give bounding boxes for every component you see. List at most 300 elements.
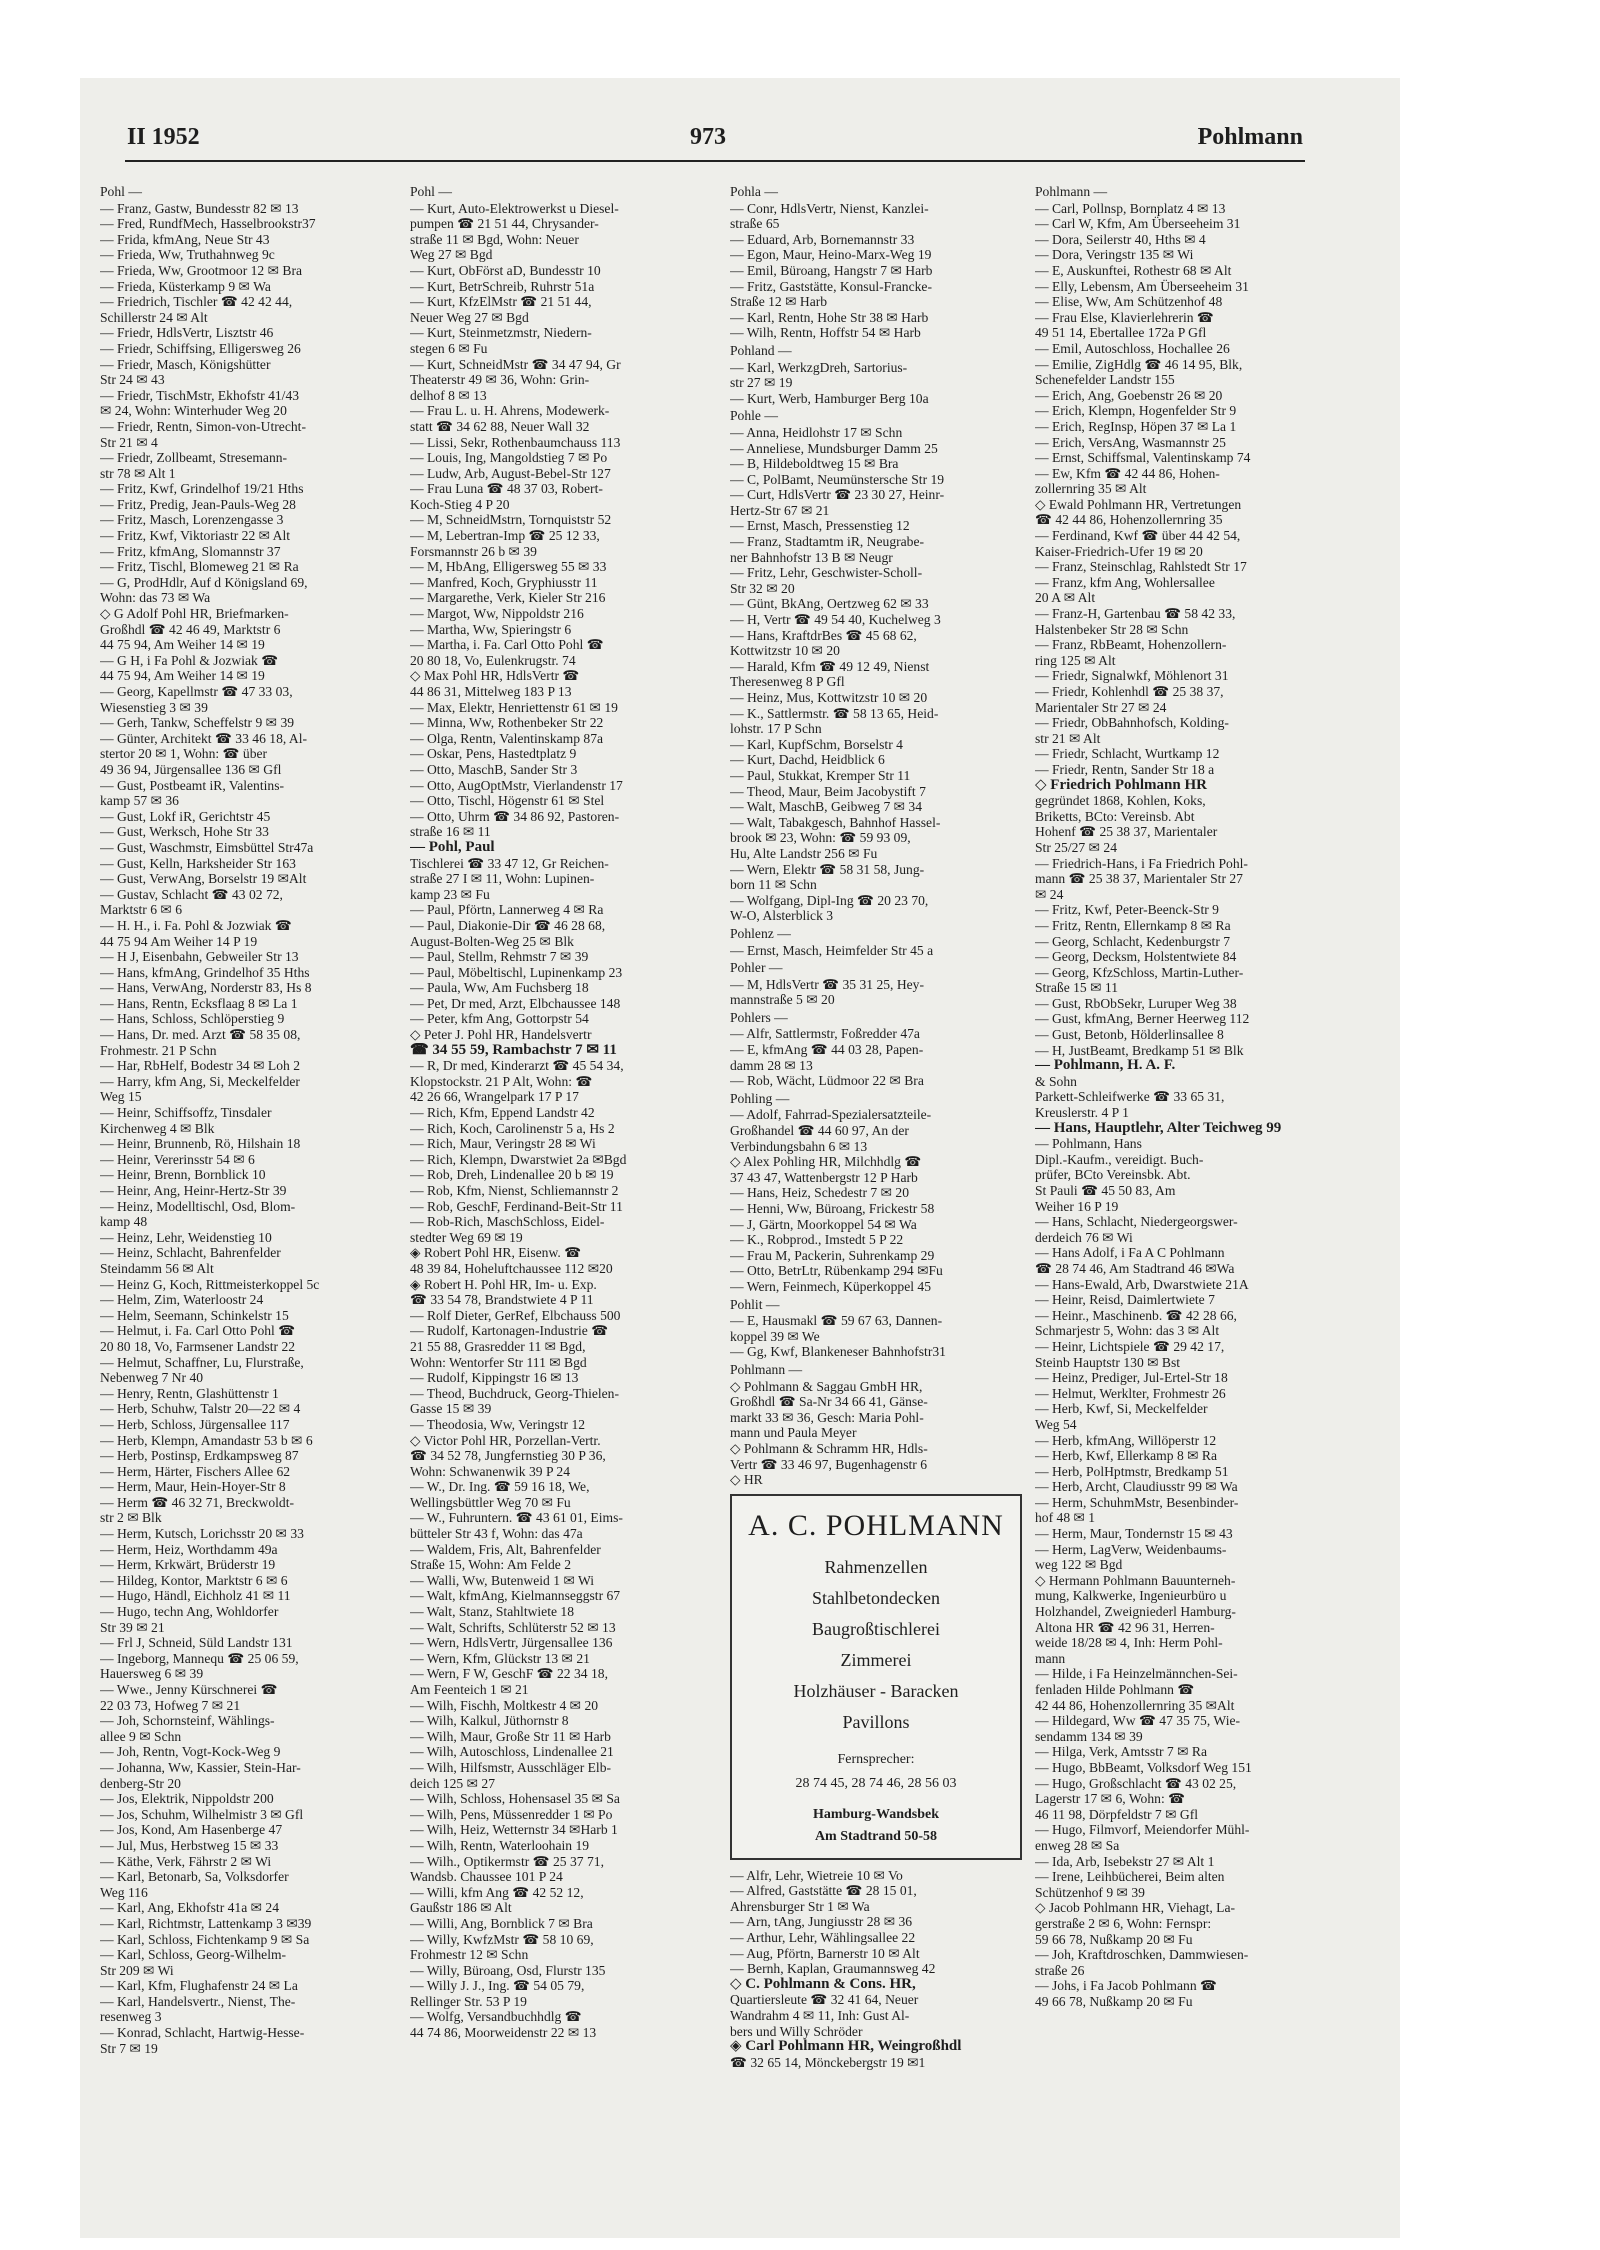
column-3 (730, 182, 1022, 2202)
directory-entry: — M, Lebertran-Imp ☎ 25 12 33, (410, 528, 600, 544)
directory-entry: Hu, Alte Landstr 256 ✉ Fu (730, 845, 878, 861)
directory-entry: str 21 ✉ Alt (1035, 730, 1101, 746)
ad-title: A. C. POHLMANN (748, 1508, 1004, 1542)
directory-entry: 48 39 84, Hoheluftchaussee 112 ✉20 (410, 1260, 613, 1276)
directory-entry: ☎ 34 52 78, Jungfernstieg 30 P 36, (410, 1448, 606, 1464)
directory-entry: — Emil, Autoschloss, Hochallee 26 (1035, 340, 1230, 356)
directory-entry: — Hans, VerwAng, Norderstr 83, Hs 8 (100, 980, 312, 996)
directory-entry: August-Bolten-Weg 25 ✉ Blk (410, 933, 574, 949)
directory-entry: & Sohn (1035, 1073, 1077, 1089)
directory-entry: — Hilde, i Fa Heinzelmännchen-Sei- (1035, 1666, 1238, 1682)
directory-entry: statt ☎ 34 62 88, Neuer Wall 32 (410, 418, 590, 434)
directory-entry: ner Bahnhofstr 13 B ✉ Neugr (730, 549, 893, 565)
directory-entry: — Wern, F W, GeschF ☎ 22 34 18, (410, 1666, 608, 1682)
directory-entry: — Harald, Kfm ☎ 49 12 49, Nienst (730, 658, 930, 674)
directory-entry: — K., Robprod., Imstedt 5 P 22 (730, 1232, 904, 1248)
directory-entry: — Rich, Maur, Veringstr 28 ✉ Wi (410, 1136, 596, 1152)
directory-entry: — H J, Eisenbahn, Gebweiler Str 13 (100, 949, 299, 965)
directory-entry: — Jos, Kond, Am Hasenberge 47 (100, 1822, 283, 1838)
directory-entry: — Paul, Diakonie-Dir ☎ 46 28 68, (410, 917, 606, 933)
directory-entry: — Friedr, Signalwkf, Möhlenort 31 (1035, 668, 1229, 684)
directory-entry: — Wilh, Rentn, Hoffstr 54 ✉ Harb (730, 325, 921, 341)
directory-entry: — Lissi, Sekr, Rothenbaumchauss 113 (410, 434, 621, 450)
directory-entry: — Heinr, Ang, Heinr-Hertz-Str 39 (100, 1183, 287, 1198)
directory-entry: — Konrad, Schlacht, Hartwig-Hesse- (100, 2025, 305, 2041)
directory-entry: — J, Gärtn, Moorkoppel 54 ✉ Wa (730, 1216, 917, 1232)
directory-entry: Frohmestr. 21 P Schn (100, 1042, 217, 1058)
directory-entry: — Wern, Elektr ☎ 58 31 58, Jung- (730, 861, 925, 877)
directory-entry: — Hans, Dr. med. Arzt ☎ 58 35 08, (100, 1027, 301, 1043)
directory-entry: — Hans, Schloss, Schlöperstieg 9 (100, 1011, 285, 1027)
directory-entry: Hohenf ☎ 25 38 37, Marientaler (1035, 824, 1218, 840)
directory-entry: — Gust, Waschmstr, Eimsbüttel Str47a (100, 839, 314, 855)
directory-entry: 44 86 31, Mittelweg 183 P 13 (410, 684, 572, 699)
directory-entry: 42 44 86, Hohenzollernring 35 ✉Alt (1035, 1697, 1235, 1713)
directory-entry: Wohn: Wentorfer Str 111 ✉ Bgd (410, 1354, 587, 1370)
directory-entry: Theaterstr 49 ✉ 36, Wohn: Grin- (410, 372, 590, 388)
directory-entry: stegen 6 ✉ Fu (410, 340, 488, 356)
directory-entry: — Peter, kfm Ang, Gottorpstr 54 (410, 1011, 589, 1027)
directory-entry: — Frl J, Schneid, Süld Landstr 131 (100, 1635, 293, 1651)
directory-entry: Nebenweg 7 Nr 40 (100, 1370, 204, 1386)
directory-entry: — Frieda, Ww, Grootmoor 12 ✉ Bra (100, 262, 303, 278)
directory-entry: — Helm, Zim, Waterloostr 24 (100, 1292, 264, 1308)
directory-entry: Koch-Stieg 4 P 20 (410, 496, 510, 512)
directory-entry: — Friedr, Rentn, Simon-von-Utrecht- (100, 418, 306, 434)
directory-entry: — Friedr, ObBahnhofsch, Kolding- (1035, 715, 1229, 731)
directory-entry: — Herm, Härter, Fischers Allee 62 (100, 1463, 291, 1479)
directory-entry: — Karl, Ang, Ekhofstr 41a ✉ 24 (100, 1900, 280, 1916)
directory-entry: ◈ Robert H. Pohl HR, Im- u. Exp. (410, 1276, 597, 1292)
directory-entry: — Paul, Möbeltischl, Lupinenkamp 23 (410, 964, 623, 980)
directory-entry: prüfer, BCto Vereinsbk. Abt. (1035, 1167, 1191, 1183)
directory-entry: Straße 12 ✉ Harb (730, 294, 828, 310)
directory-entry: — Gerh, Tankw, Scheffelstr 9 ✉ 39 (100, 715, 295, 731)
directory-entry: — W., Fuhruntern. ☎ 43 61 01, Eims- (410, 1510, 623, 1526)
directory-entry: — Gust, Betonb, Hölderlinsallee 8 (1035, 1027, 1224, 1043)
directory-entry: — Georg, Kapellmstr ☎ 47 33 03, (100, 684, 293, 699)
directory-entry: ◇ HR (730, 1472, 763, 1488)
directory-entry: — Friedr, Zollbeamt, Stresemann- (100, 450, 288, 466)
directory-entry: — Ew, Kfm ☎ 42 44 86, Hohen- (1035, 465, 1220, 481)
directory-entry: Wandrahm 4 ✉ 11, Inh: Gust Al- (730, 2008, 910, 2024)
directory-entry: 22 03 73, Hofweg 7 ✉ 21 (100, 1697, 241, 1713)
directory-entry: — Hildegard, Ww ☎ 47 35 75, Wie- (1035, 1713, 1241, 1729)
directory-entry: — Carl W, Kfm, Am Überseeheim 31 (1035, 216, 1241, 232)
directory-entry: Pohlmann — (1035, 184, 1108, 199)
directory-entry: brook ✉ 23, Wohn: ☎ 59 93 09, (730, 830, 911, 846)
directory-entry: — Otto, Uhrm ☎ 34 86 92, Pastoren- (410, 808, 620, 824)
directory-entry: — Franz, Gastw, Bundesstr 82 ✉ 13 (100, 200, 299, 216)
directory-entry: — Theod, Maur, Beim Jacobystift 7 (730, 783, 926, 799)
directory-entry: — Wolfgang, Dipl-Ing ☎ 20 23 70, (730, 892, 929, 908)
directory-entry: — Herm ☎ 46 32 71, Breckwoldt- (100, 1494, 294, 1510)
directory-entry: ☎ 33 54 78, Brandstwiete 4 P 11 (410, 1292, 594, 1308)
ad-phone-label: Fernsprecher: (837, 1751, 915, 1767)
directory-entry: — Margot, Ww, Nippoldstr 216 (410, 606, 584, 622)
directory-entry: ◇ Ewald Pohlmann HR, Vertretungen (1035, 496, 1242, 512)
directory-entry: — Pohl, Paul (410, 839, 495, 855)
directory-entry: — Hans, KraftdrBes ☎ 45 68 62, (730, 627, 917, 643)
directory-entry: — Karl, Schloss, Georg-Wilhelm- (100, 1947, 287, 1963)
directory-entry: — R, Dr med, Kinderarzt ☎ 45 54 34, (410, 1058, 624, 1074)
directory-entry: ◇ Pohlmann & Schramm HR, Hdls- (730, 1440, 928, 1456)
directory-entry: — Conr, HdlsVertr, Nienst, Kanzlei- (730, 200, 929, 216)
directory-entry: — Gg, Kwf, Blankeneser Bahnhofstr31 (730, 1344, 946, 1360)
directory-entry: — Ernst, Masch, Pressenstieg 12 (730, 518, 910, 534)
directory-entry: — Friedrich, Tischler ☎ 42 42 44, (100, 294, 293, 310)
directory-entry: 59 66 78, Nußkamp 20 ✉ Fu (1035, 1931, 1193, 1947)
directory-entry: Pohlers — (730, 1009, 788, 1025)
directory-entry: — Günter, Architekt ☎ 33 46 18, Al- (100, 730, 308, 746)
directory-entry: — Jul, Mus, Herbstweg 15 ✉ 33 (100, 1837, 279, 1853)
directory-entry: Str 209 ✉ Wi (100, 1962, 174, 1978)
directory-entry: ◇ Max Pohl HR, HdlsVertr ☎ (410, 668, 580, 684)
directory-entry: — Wilh, Kalkul, Jüthornstr 8 (410, 1713, 569, 1729)
directory-entry: — Louis, Ing, Mangoldstieg 7 ✉ Po (410, 450, 608, 466)
directory-entry: — Willy, KwfzMstr ☎ 58 10 69, (410, 1931, 594, 1947)
directory-entry: — Hildeg, Kontor, Marktstr 6 ✉ 6 (100, 1572, 288, 1588)
directory-entry: — Kurt, Werb, Hamburger Berg 10a (730, 390, 929, 406)
directory-entry: koppel 39 ✉ We (730, 1328, 820, 1344)
directory-entry: — Adolf, Fahrrad-Spezialersatzteile- (730, 1107, 932, 1123)
directory-entry: — Heinz, Lehr, Weidenstieg 10 (100, 1229, 272, 1245)
directory-entry: — Theodosia, Ww, Veringstr 12 (410, 1416, 586, 1432)
directory-entry: — Harry, kfm Ang, Si, Meckelfelder (100, 1073, 300, 1089)
directory-entry: Pohle — (730, 408, 778, 424)
directory-entry: Vertr ☎ 33 46 97, Bugenhagenstr 6 (730, 1456, 928, 1472)
ad-line: Pavillons (842, 1711, 910, 1732)
directory-entry: Wohn: das 73 ✉ Wa (100, 590, 211, 606)
directory-entry: Pohler — (730, 960, 783, 976)
directory-entry: — Helmut, i. Fa. Carl Otto Pohl ☎ (100, 1323, 296, 1339)
directory-entry: Lagerstr 17 ✉ 6, Wohn: ☎ (1035, 1791, 1186, 1807)
directory-entry: W-O, Alsterblick 3 (730, 908, 834, 924)
directory-entry: ✉ 24, Wohn: Winterhuder Weg 20 (100, 403, 287, 419)
directory-entry: — Fritz, Kwf, Viktoriastr 22 ✉ Alt (100, 528, 291, 544)
directory-entry: — Manfred, Koch, Gryphiusstr 11 (410, 574, 598, 590)
directory-entry: — Wwe., Jenny Kürschnerei ☎ (100, 1682, 278, 1697)
directory-entry: — H, Vertr ☎ 49 54 40, Kuchelweg 3 (730, 612, 941, 628)
directory-entry: — Carl, Pollnsp, Bornplatz 4 ✉ 13 (1035, 200, 1226, 216)
directory-entry: — Otto, AugOptMstr, Vierlandenstr 17 (410, 777, 623, 793)
directory-entry: — Wilh, Maur, Große Str 11 ✉ Harb (410, 1728, 611, 1744)
directory-entry: 49 51 14, Ebertallee 172a P Gfl (1035, 325, 1207, 341)
column-1 (100, 182, 392, 2202)
directory-entry: — Günt, BkAng, Oertzweg 62 ✉ 33 (730, 596, 929, 612)
directory-entry: 44 75 94, Am Weiher 14 ✉ 19 (100, 637, 265, 653)
ad-city: Hamburg-Wandsbek (812, 1806, 940, 1822)
directory-entry: — Gust, VerwAng, Borselstr 19 ✉Alt (100, 871, 307, 887)
directory-entry: — Frida, kfmAng, Neue Str 43 (100, 231, 270, 247)
directory-entry: ◈ Robert Pohl HR, Eisenw. ☎ (410, 1245, 582, 1261)
directory-entry: — Eduard, Arb, Bornemannstr 33 (730, 231, 915, 247)
directory-entry: — Har, RbHelf, Bodestr 34 ✉ Loh 2 (100, 1058, 300, 1074)
directory-entry: born 11 ✉ Schn (730, 877, 817, 893)
directory-entry: — Ludw, Arb, August-Bebel-Str 127 (410, 465, 611, 481)
directory-entry: — Franz, Steinschlag, Rahlstedt Str 17 (1035, 559, 1247, 575)
directory-entry: — Henni, Ww, Büroang, Frickestr 58 (730, 1201, 935, 1216)
directory-entry: straße 65 (730, 216, 780, 232)
directory-entry: — M, HbAng, Elligersweg 55 ✉ 33 (410, 559, 607, 575)
directory-entry: — Bernh, Kaplan, Graumannsweg 42 (730, 1961, 936, 1977)
directory-entry: — Paula, Ww, Am Fuchsberg 18 (410, 980, 589, 996)
directory-entry: — G H, i Fa Pohl & Jozwiak ☎ (100, 652, 279, 668)
directory-entry: — Wilh, Hilfsmstr, Ausschläger Elb- (410, 1759, 612, 1775)
directory-entry: — Franz, kfm Ang, Wohlersallee (1035, 574, 1215, 590)
directory-entry: allee 9 ✉ Schn (100, 1728, 182, 1744)
directory-entry: Pohla — (730, 184, 778, 199)
directory-entry: — Heinr, Reisd, Daimlertwiete 7 (1035, 1292, 1215, 1308)
directory-entry: Weg 54 (1035, 1416, 1077, 1432)
directory-entry: — Dora, Seilerstr 40, Hths ✉ 4 (1035, 231, 1206, 247)
column-3-after-ad (730, 1868, 1022, 2071)
directory-entry: Quartiersleute ☎ 32 41 64, Neuer (730, 1992, 919, 2008)
directory-entry: Großhdl ☎ 42 46 49, Marktstr 6 (100, 621, 281, 637)
directory-entry: ◇ Victor Pohl HR, Porzellan-Vertr. (410, 1432, 601, 1448)
directory-entry: — Paul, Stellm, Rehmstr 7 ✉ 39 (410, 949, 589, 965)
directory-entry: — Wilh, Heiz, Wetternstr 34 ✉Harb 1 (410, 1822, 618, 1838)
directory-entry: — Kurt, Auto-Elektrowerkst u Diesel- (410, 200, 619, 216)
directory-entry: — Ernst, Schiffsmal, Valentinskamp 74 (1035, 450, 1251, 466)
directory-entry: — Karl, Richtmstr, Lattenkamp 3 ✉39 (100, 1915, 312, 1931)
directory-entry: Marientaler Str 27 ✉ 24 (1035, 699, 1167, 715)
directory-entry: — Karl, Schloss, Fichtenkamp 9 ✉ Sa (100, 1931, 310, 1947)
directory-entry: — Frau Else, Klavierlehrerin ☎ (1035, 309, 1214, 325)
directory-entry: — Erich, Klempn, Hogenfelder Str 9 (1035, 403, 1237, 419)
directory-entry: weg 122 ✉ Bgd (1035, 1557, 1123, 1573)
directory-entry: — Karl, WerkzgDreh, Sartorius- (730, 359, 908, 375)
directory-entry: — Georg, Decksm, Holstentwiete 84 (1035, 949, 1237, 965)
directory-entry: — E, Hausmakl ☎ 59 67 63, Dannen- (730, 1313, 943, 1329)
directory-entry: — Walt, Tabakgesch, Bahnhof Hassel- (730, 814, 941, 830)
directory-entry: Am Feenteich 1 ✉ 21 (410, 1682, 529, 1697)
ad-line: Holzhäuser - Baracken (793, 1680, 959, 1701)
directory-entry: mung, Kalkwerke, Ingenieurbüro u (1035, 1588, 1227, 1604)
directory-entry: ✉ 24 (1035, 886, 1064, 902)
directory-entry: — Willi, kfm Ang ☎ 42 52 12, (410, 1884, 584, 1900)
directory-entry: Pohling — (730, 1090, 790, 1106)
directory-entry: — Heinz G, Koch, Rittmeisterkoppel 5c (100, 1276, 320, 1292)
directory-entry: — Paul, Pförtn, Lannerweg 4 ✉ Ra (410, 902, 604, 918)
directory-entry: Pohlit — (730, 1296, 780, 1312)
directory-entry: — Walt, kfmAng, Kielmannseggstr 67 (410, 1588, 621, 1604)
directory-entry: — H. H., i. Fa. Pohl & Jozwiak ☎ (100, 917, 292, 933)
directory-entry: fenladen Hilde Pohlmann ☎ (1035, 1682, 1195, 1697)
directory-entry: — Rich, Kfm, Eppend Landstr 42 (410, 1105, 595, 1121)
directory-entry: — Elly, Lebensm, Am Überseeheim 31 (1035, 278, 1249, 294)
directory-entry: — Rudolf, Kippingstr 16 ✉ 13 (410, 1370, 579, 1386)
directory-entry: — Gust, RbObSekr, Luruper Weg 38 (1035, 995, 1237, 1011)
directory-entry: stertor 20 ✉ 1, Wohn: ☎ über (100, 746, 268, 762)
directory-entry: Weg 27 ✉ Bgd (410, 247, 493, 263)
directory-entry: Steinb Hauptstr 130 ✉ Bst (1035, 1354, 1181, 1370)
directory-entry: — Alfr, Sattlermstr, Foßredder 47a (730, 1026, 920, 1042)
directory-entry: — Walt, Stanz, Stahltwiete 18 (410, 1604, 575, 1620)
directory-entry: — Fritz, Rentn, Ellernkamp 8 ✉ Ra (1035, 917, 1231, 933)
directory-entry: Holzhandel, Zweigniederl Hamburg- (1035, 1604, 1236, 1620)
directory-entry: — Walt, Schrifts, Schlüterstr 52 ✉ 13 (410, 1619, 616, 1635)
directory-entry: — Fritz, kfmAng, Slomannstr 37 (100, 543, 281, 559)
directory-entry: zollernring 35 ✉ Alt (1035, 481, 1147, 497)
directory-entry: — Käthe, Verk, Fährstr 2 ✉ Wi (100, 1853, 272, 1869)
directory-entry: — Walli, Ww, Butenweid 1 ✉ Wi (410, 1572, 595, 1588)
directory-entry: Straße 15 ✉ 11 (1035, 980, 1118, 996)
directory-entry: ◇ Hermann Pohlmann Bauunterneh- (1035, 1572, 1236, 1588)
directory-entry: — Frieda, Küsterkamp 9 ✉ Wa (100, 278, 271, 294)
directory-entry: Straße 15, Wohn: Am Felde 2 (410, 1557, 572, 1573)
directory-entry: — Jos, Elektrik, Nippoldstr 200 (100, 1791, 274, 1807)
directory-entry: — Heinr, Lichtspiele ☎ 29 42 17, (1035, 1338, 1225, 1354)
directory-entry: Theresenweg 8 P Gfl (730, 674, 845, 690)
directory-entry: — Max, Elektr, Henriettenstr 61 ✉ 19 (410, 699, 618, 715)
directory-entry: 49 66 78, Nußkamp 20 ✉ Fu (1035, 1993, 1193, 2009)
directory-entry: — Helm, Seemann, Schinkelstr 15 (100, 1307, 289, 1323)
directory-entry: — Paul, Stukkat, Kremper Str 11 (730, 767, 911, 783)
directory-entry: — Herb, Klempn, Amandastr 53 b ✉ 6 (100, 1432, 313, 1448)
directory-entry: — M, HdlsVertr ☎ 35 31 25, Hey- (730, 976, 925, 992)
directory-entry: Rellinger Str. 53 P 19 (410, 1993, 527, 2009)
directory-entry: lohstr. 17 P Schn (730, 721, 822, 737)
directory-entry: Pohl — (100, 184, 142, 199)
directory-entry: — Georg, KfzSchloss, Martin-Luther- (1035, 964, 1244, 980)
directory-entry: 49 36 94, Jürgensallee 136 ✉ Gfl (100, 761, 282, 777)
directory-entry: — E, kfmAng ☎ 44 03 28, Papen- (730, 1042, 924, 1058)
directory-entry: ◇ Pohlmann & Saggau GmbH HR, (730, 1378, 923, 1394)
directory-entry: — Hans, Schlacht, Niedergeorgswer- (1035, 1214, 1238, 1230)
advertisement-box (730, 1494, 1022, 1860)
ad-line: Baugroßtischlerei (812, 1618, 940, 1639)
directory-entry: — Gustav, Schlacht ☎ 43 02 72, (100, 886, 283, 902)
directory-entry: Weiher 16 P 19 (1035, 1198, 1119, 1214)
directory-entry: — B, Hildeboldtweg 15 ✉ Bra (730, 456, 899, 472)
directory-entry: bers und Willy Schröder (730, 2023, 863, 2039)
directory-entry: — Egon, Maur, Heino-Marx-Weg 19 (730, 247, 932, 263)
directory-entry: — Johs, i Fa Jacob Pohlmann ☎ (1035, 1978, 1217, 1994)
directory-entry: — W., Dr. Ing. ☎ 59 16 18, We, (410, 1479, 590, 1495)
directory-entry: — Herm, Heiz, Worthdamm 49a (100, 1541, 278, 1557)
directory-entry: Str 39 ✉ 21 (100, 1619, 165, 1635)
directory-entry: Briketts, BCto: Vereinsb. Abt (1035, 808, 1195, 824)
directory-entry: — Ingeborg, Mannequ ☎ 25 06 59, (100, 1650, 299, 1666)
directory-entry: — Karl, KupfSchm, Borselstr 4 (730, 736, 903, 752)
directory-entry: — Henry, Rentn, Glashüttenstr 1 (100, 1385, 279, 1401)
directory-entry: — Willi, Ang, Bornblick 7 ✉ Bra (410, 1915, 593, 1931)
directory-entry: — Heinz, Mus, Kottwitzstr 10 ✉ 20 (730, 690, 928, 705)
directory-entry: — Fritz, Tischl, Blomeweg 21 ✉ Ra (100, 559, 299, 575)
directory-entry: — Friedr, TischMstr, Ekhofstr 41/43 (100, 387, 300, 403)
directory-entry: — Irene, Leihbücherei, Beim alten (1035, 1869, 1225, 1885)
directory-entry: 20 80 18, Vo, Farmsener Landstr 22 (100, 1338, 296, 1354)
directory-entry: — Willy J. J., Ing. ☎ 54 05 79, (410, 1978, 585, 1994)
directory-entry: — Rob, Wächt, Lüdmoor 22 ✉ Bra (730, 1073, 924, 1089)
directory-entry: 37 43 47, Wattenbergstr 12 P Harb (730, 1169, 918, 1185)
directory-entry: — Kurt, BetrSchreib, Ruhrstr 51a (410, 278, 595, 294)
directory-entry: — G, ProdHdlr, Auf d Königsland 69, (100, 574, 308, 590)
directory-entry: — Martha, i. Fa. Carl Otto Pohl ☎ (410, 637, 604, 653)
directory-entry: ◇ C. Pohlmann & Cons. HR, (730, 1976, 916, 1992)
directory-entry: Neuer Weg 27 ✉ Bgd (410, 309, 529, 325)
directory-entry: 42 26 66, Wrangelpark 17 P 17 (410, 1089, 579, 1105)
directory-entry: Tischlerei ☎ 33 47 12, Gr Reichen- (410, 855, 609, 871)
directory-entry: — Rolf Dieter, GerRef, Elbchauss 500 (410, 1307, 621, 1323)
directory-entry: — Herb, Schuhw, Talstr 20—22 ✉ 4 (100, 1401, 301, 1417)
directory-entry: — Herb, PolHptmstr, Bredkamp 51 (1035, 1463, 1229, 1479)
directory-entry: stedter Weg 69 ✉ 19 (410, 1229, 523, 1245)
directory-entry: — Frau Luna ☎ 48 37 03, Robert- (410, 481, 603, 497)
ad-line: Zimmerei (840, 1649, 912, 1670)
directory-entry: — Heinr, Vererinsstr 54 ✉ 6 (100, 1151, 255, 1167)
directory-entry: — Erich, Ang, Goebenstr 26 ✉ 20 (1035, 387, 1223, 403)
directory-entry: — Rich, Klempn, Dwarstwiet 2a ✉Bgd (410, 1151, 627, 1167)
directory-entry: — Heinz, Schlacht, Bahrenfelder (100, 1245, 281, 1261)
directory-entry: — Karl, Rentn, Hohe Str 38 ✉ Harb (730, 309, 929, 325)
directory-entry: — Friedrich-Hans, i Fa Friedrich Pohl- (1035, 855, 1248, 871)
directory-entry: Str 24 ✉ 43 (100, 372, 165, 388)
ad-line: Rahmenzellen (824, 1556, 928, 1577)
directory-entry: — C, PolBamt, Neumünstersche Str 19 (730, 471, 945, 487)
directory-entry: — Hans Adolf, i Fa A C Pohlmann (1035, 1245, 1225, 1261)
directory-entry: Kirchenweg 4 ✉ Blk (100, 1120, 215, 1136)
page-number-left: II 1952 (127, 124, 200, 150)
directory-entry: — Wilh, Rentn, Waterloohain 19 (410, 1837, 590, 1853)
directory-entry: kamp 48 (100, 1214, 148, 1230)
directory-entry: resenweg 3 (100, 2009, 162, 2025)
directory-entry: — Hans, Heiz, Schedestr 7 ✉ 20 (730, 1185, 910, 1201)
directory-entry: — Elise, Ww, Am Schützenhof 48 (1035, 294, 1223, 310)
directory-entry: Str 7 ✉ 19 (100, 2040, 158, 2056)
directory-entry: — Aug, Pförtn, Barnerstr 10 ✉ Alt (730, 1945, 920, 1961)
directory-entry: — Anneliese, Mundsburger Damm 25 (730, 440, 938, 456)
directory-entry: markt 33 ✉ 36, Gesch: Maria Pohl- (730, 1409, 924, 1425)
directory-entry: Schützenhof 9 ✉ 39 (1035, 1884, 1145, 1900)
directory-entry: — Fred, RundfMech, Hasselbrookstr37 (100, 216, 316, 232)
directory-entry: 44 74 86, Moorweidenstr 22 ✉ 13 (410, 2025, 597, 2041)
directory-entry: — Wern, Kfm, Glückstr 13 ✉ 21 (410, 1650, 590, 1666)
directory-entry: Wandsb. Chaussee 101 P 24 (410, 1869, 563, 1885)
directory-entry: — Alfred, Gaststätte ☎ 28 15 01, (730, 1883, 917, 1899)
directory-entry: — Emil, Büroang, Hangstr 7 ✉ Harb (730, 262, 933, 278)
directory-entry: — Franz, RbBeamt, Hohenzollern- (1035, 637, 1227, 653)
directory-entry: — Alfr, Lehr, Wietreie 10 ✉ Vo (730, 1867, 903, 1883)
directory-entry: weide 18/28 ✉ 4, Inh: Herm Pohl- (1035, 1635, 1223, 1651)
directory-entry: — Karl, Handelsvertr., Nienst, The- (100, 1993, 296, 2009)
directory-entry: — Wern, Feinmech, Küperkoppel 45 (730, 1278, 932, 1294)
directory-entry: Marktstr 6 ✉ 6 (100, 902, 182, 918)
directory-entry: Klopstockstr. 21 P Alt, Wohn: ☎ (410, 1073, 593, 1089)
directory-entry: — Wilh., Optikermstr ☎ 25 37 71, (410, 1853, 604, 1869)
directory-entry: — Herb, Archt, Claudiusstr 99 ✉ Wa (1035, 1479, 1238, 1495)
directory-entry: — Gust, Lokf iR, Gerichtstr 45 (100, 808, 271, 824)
directory-entry: — Gust, Kelln, Harksheider Str 163 (100, 855, 296, 871)
directory-entry: — Rob, GeschF, Ferdinand-Beit-Str 11 (410, 1198, 623, 1214)
directory-entry: — Emilie, ZigHdlg ☎ 46 14 95, Blk, (1035, 356, 1243, 372)
directory-entry: Str 25/27 ✉ 24 (1035, 839, 1118, 855)
directory-entry: — Heinr, Brenn, Bornblick 10 (100, 1167, 266, 1183)
directory-entry: Weg 15 (100, 1089, 142, 1105)
directory-entry: Pohlmann — (730, 1361, 803, 1377)
directory-entry: Wellingsbüttler Weg 70 ✉ Fu (410, 1494, 571, 1510)
directory-entry: ☎ 42 44 86, Hohenzollernring 35 (1035, 512, 1223, 528)
ad-address: Am Stadtrand 50-58 (814, 1828, 938, 1844)
directory-entry: str 27 ✉ 19 (730, 375, 793, 391)
directory-entry: Hertz-Str 67 ✉ 21 (730, 502, 830, 518)
directory-entry: derdeich 76 ✉ Wi (1035, 1229, 1133, 1245)
directory-entry: Forsmannstr 26 b ✉ 39 (410, 543, 537, 559)
directory-entry: — Pohlmann, Hans (1035, 1136, 1142, 1152)
ad-phones: 28 74 45, 28 74 46, 28 56 03 (795, 1775, 957, 1791)
directory-entry: — Kurt, SchneidMstr ☎ 34 47 94, Gr (410, 356, 621, 372)
